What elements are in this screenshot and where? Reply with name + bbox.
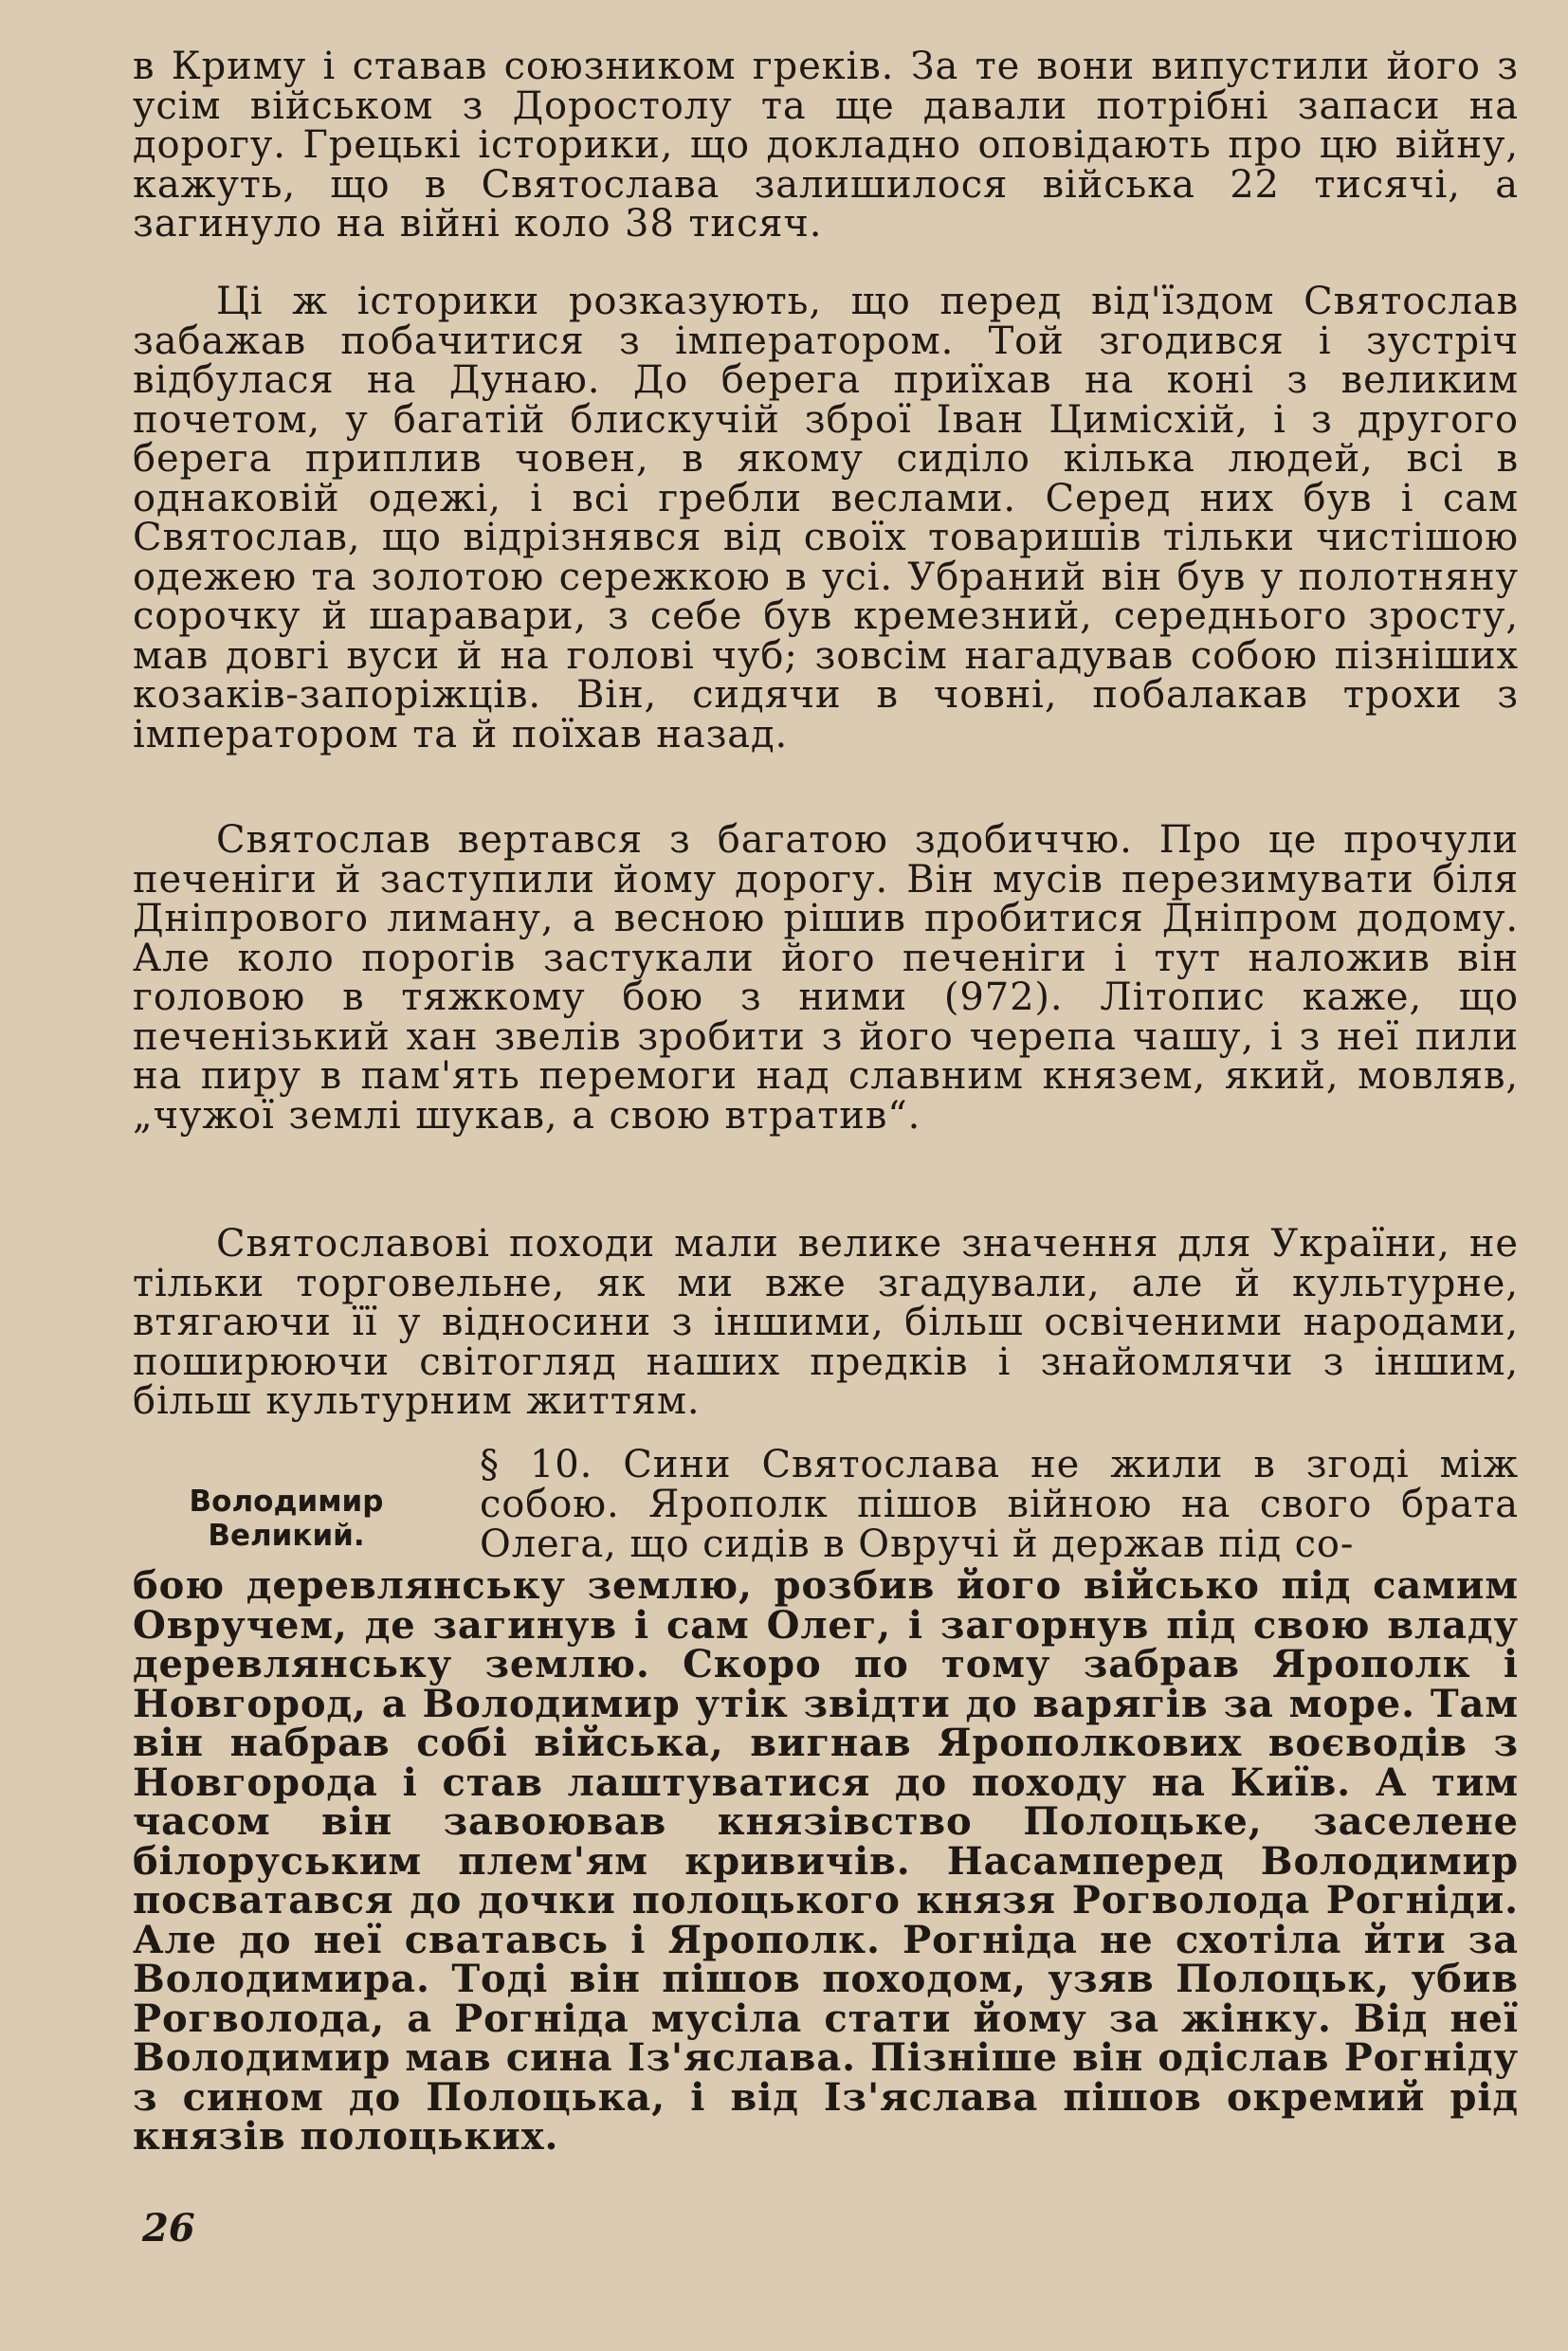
page-number: 26 <box>142 2206 195 2251</box>
paragraph-significance: Святославові походи мали велике значення для України, не тільки торговельне, як ми вже згадували, але й культурне, втягаючи її у відносини з іншими, більш освіченими народами, поширюючи світогляд наших предків і знайомлячи з іншим, більш культурним життям. <box>133 1222 1519 1423</box>
paragraph-crimea-greeks: в Криму і ставав союзником греків. За те вони випустили його з усім військом з Доростолу та ще давали потрібні запаси на дорогу. Грецькі історики, що докладно оповідають про цю війну, кажуть, що в Святослава залишилося війська 22 тисячі, а загинуло на війні коло 38 тисяч. <box>133 45 1519 246</box>
paragraph-pechenegs: Святослав вертався з багатою здобиччю. Про це прочули печеніги й заступили йому дорогу. Він мусів перезимувати біля Дніпрового лиману, а весною рішив пробитися Дніпром додому. Але коло порогів застукали його печеніги і тут наложив він головою в тяжкому бою з ними (972). Літопис каже, що печенізький хан звелів зробити з його черепа чашу, і з неї пили на пиру в пам'ять перемоги над славним князем, який, мовляв, „чужої землі шукав, а свою втратив“. <box>133 818 1519 1138</box>
paragraph-meeting-emperor: Ці ж історики розказують, що перед від'їздом Святослав забажав побачитися з імператором. Той згодився і зустріч відбулася на Дунаю. До берега приїхав на коні з великим почетом, у багатій блискучій зброї Іван Цимісхій, і з другого берега приплив човен, в якому сиділо кілька людей, всі в однаковій одежі, і всі гребли веслами. Серед них був і сам Святослав, що відрізнявся від своїх товаришів тільки чистішою одежею та золотою сережкою в усі. Убраний він був у полотняну сорочку й шаравари, з себе був кремезний, середнього зросту, мав довгі вуси й на голові чуб; зовсім нагадував собою пізніших козаків-запоріжців. Він, сидячи в човні, побалакав трохи з імператором та й поїхав назад. <box>133 280 1519 756</box>
section-10-body: бою деревлянську землю, розбив його військо під самим Овручем, де загинув і сам Олег, і загорнув під свою владу деревлянську землю. Скоро по тому забрав Ярополк і Новгород, а Володимир утік звідти до варягів за море. Там він набрав собі війська, вигнав Ярополкових воєводів з Новгорода і став лаштуватися до походу на Київ. А тим часом він завоював князівство Полоцьке, заселене білоруським плем'ям кривичів. Насамперед Володимир посватався до дочки полоцького князя Рогволода Рогніди. Але до неї сватавсь і Ярополк. Рогніда не схотіла йти за Володимира. Тоді він пішов походом, узяв Полоцьк, убив Рогволода, а Рогніда мусіла стати йому за жінку. Від неї Володимир мав сина Із'яслава. Пізніше він одіслав Рогніду з сином до Полоцька, і від Із'яслава пішов окремий рід князів полоцьких. <box>133 1563 1519 2159</box>
section-10-opening: § 10. Сини Святослава не жили в згоді між собою. Ярополк пішов війною на свого брата Олега, що сидів в Овручі й держав під со- <box>480 1443 1519 1566</box>
sidebar-heading-volodymyr: Володимир Великий. <box>189 1485 384 1553</box>
